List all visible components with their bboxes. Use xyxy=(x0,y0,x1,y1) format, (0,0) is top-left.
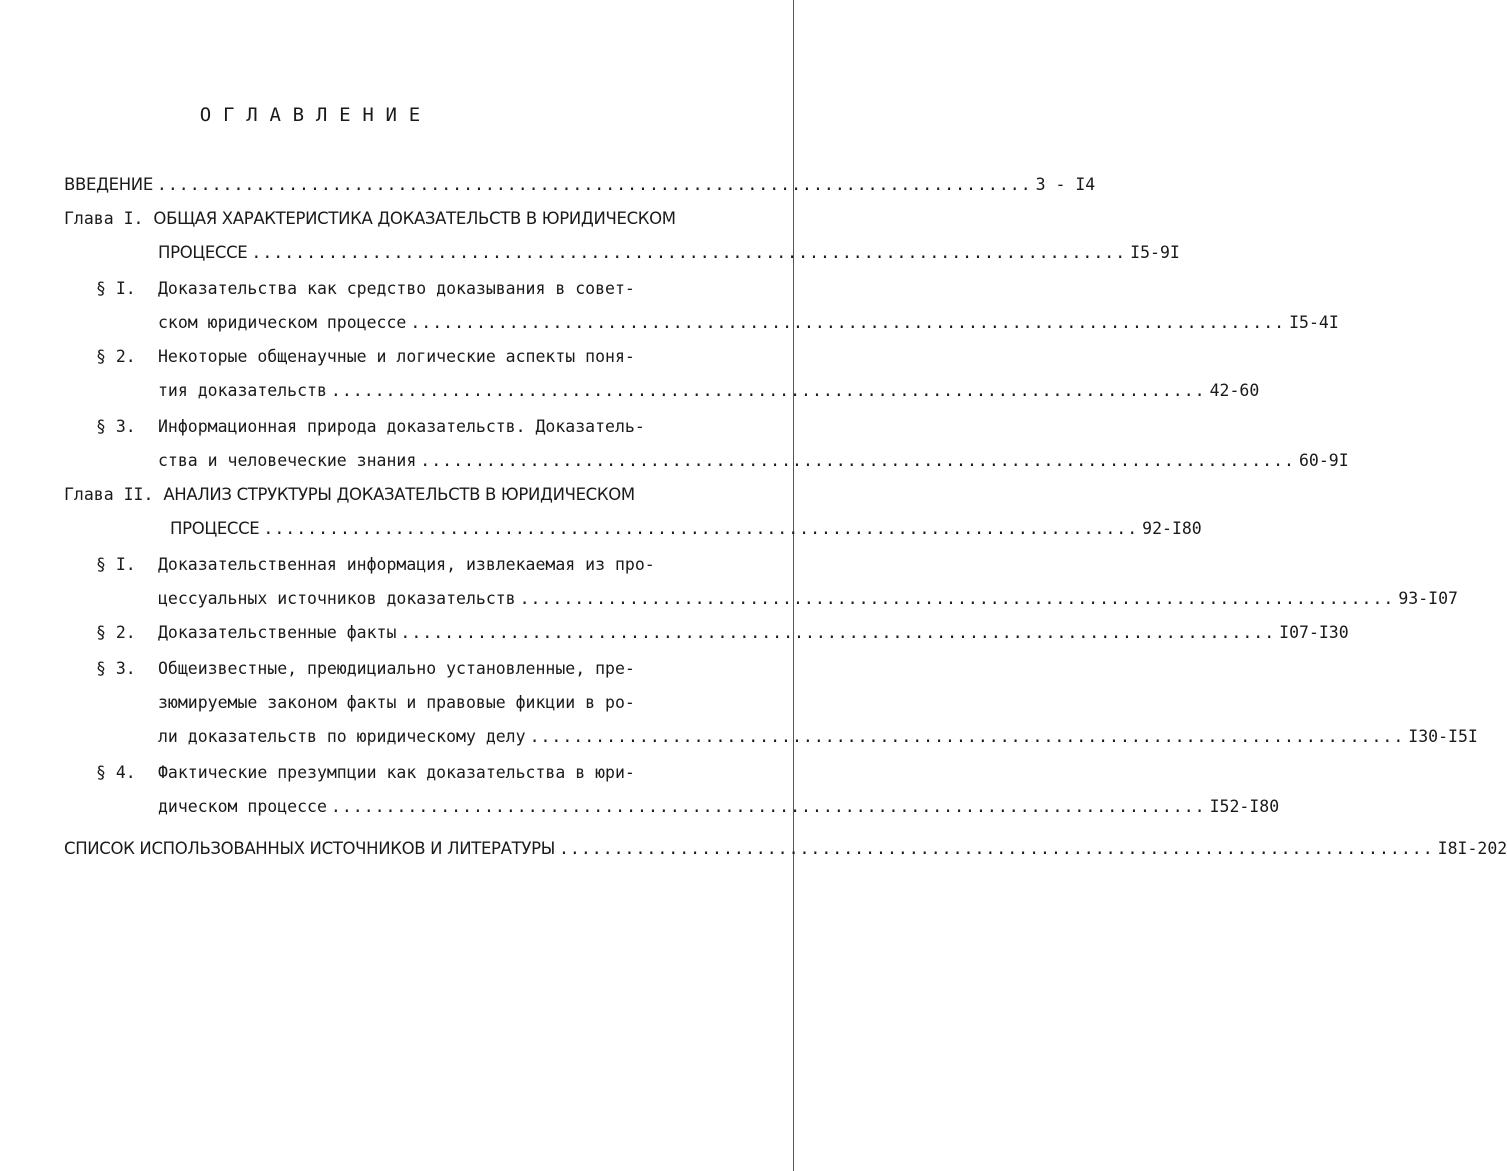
section-number: § 2. xyxy=(96,347,136,366)
toc-pages: 3 - I4 xyxy=(1035,175,1096,194)
toc-leader: ................................................................................ xyxy=(410,313,1286,332)
toc-leader: ................................................................................ xyxy=(330,797,1206,816)
chapter-prefix: Глава II. xyxy=(64,485,154,504)
toc-leader: ................................................................................ xyxy=(420,451,1295,470)
toc-section-2-2 xyxy=(158,622,1349,644)
section-number: § 2. xyxy=(96,623,136,642)
toc-pages: 42-60 xyxy=(1209,381,1260,400)
section-title-cont: ства и человеческие знания xyxy=(158,451,417,470)
section-number: § 3. xyxy=(96,417,136,436)
toc-label: СПИСОК ИСПОЛЬЗОВАННЫХ ИСТОЧНИКОВ И ЛИТЕРАТУРЫ xyxy=(64,839,555,858)
toc-chapter-1-continuation xyxy=(158,242,1180,264)
toc-leader: ................................................................................ xyxy=(519,589,1395,608)
toc-chapter-2-heading xyxy=(64,484,635,506)
toc-section-2-1 xyxy=(158,588,1458,610)
section-title: Информационная природа доказательств. Доказатель- xyxy=(158,417,645,436)
toc-leader: ................................................................................ xyxy=(529,727,1405,746)
toc-section-2-4 xyxy=(158,796,1280,818)
section-title-cont: дическом процессе xyxy=(158,797,327,816)
chapter-prefix: Глава I. xyxy=(64,209,144,228)
section-number: § I. xyxy=(96,555,136,574)
toc-leader: ................................................................................ xyxy=(330,381,1206,400)
section-title-cont: ском юридическом процессе xyxy=(158,313,407,332)
section-title: Доказательственная информация, извлекаемая из про- xyxy=(158,555,655,574)
section-title-cont: тия доказательств xyxy=(158,381,327,400)
section-title: Доказательства как средство доказывания в совет- xyxy=(158,279,635,298)
toc-leader: ................................................................................ xyxy=(263,519,1139,538)
section-number: § I. xyxy=(96,279,136,298)
toc-pages: I30-I5I xyxy=(1408,727,1478,746)
section-number: § 3. xyxy=(96,659,136,678)
chapter-title-cont: ПРОЦЕССЕ xyxy=(170,519,260,538)
toc-pages: 60-9I xyxy=(1299,451,1349,470)
toc-label: ВВЕДЕНИЕ xyxy=(64,175,153,194)
toc-pages: 92-I80 xyxy=(1142,519,1202,538)
toc-pages: I07-I30 xyxy=(1279,623,1349,642)
chapter-title: ОБЩАЯ ХАРАКТЕРИСТИКА ДОКАЗАТЕЛЬСТВ В ЮРИДИЧЕСКОМ xyxy=(153,209,676,228)
toc-entry-intro xyxy=(64,174,1096,196)
toc-section-1-2 xyxy=(158,380,1260,402)
toc-pages: I8I-202 xyxy=(1437,839,1507,858)
toc-chapter-1-heading xyxy=(64,208,676,230)
section-title: Некоторые общенаучные и логические аспекты поня- xyxy=(158,347,635,366)
toc-section-1-3 xyxy=(158,450,1349,472)
toc-leader: ................................................................................ xyxy=(558,839,1434,858)
toc-section-1-1 xyxy=(158,312,1339,334)
chapter-title-cont: ПРОЦЕССЕ xyxy=(158,243,248,262)
toc-pages: I52-I80 xyxy=(1209,797,1280,816)
page-title: ОГЛАВЛЕНИЕ xyxy=(199,104,432,126)
section-title-cont: зюмируемые законом факты и правовые фикции в ро- xyxy=(158,693,635,712)
toc-entry-sources xyxy=(64,838,1507,860)
toc-pages: I5-4I xyxy=(1289,313,1339,332)
section-title-cont: цессуальных источников доказательств xyxy=(158,589,516,608)
section-title: Доказательственные факты xyxy=(158,623,397,642)
section-title-cont: ли доказательств по юридическому делу xyxy=(158,727,526,746)
toc-leader: ................................................................................ xyxy=(156,175,1032,194)
toc-pages: I5-9I xyxy=(1130,243,1180,262)
section-title: Общеизвестные, преюдициально установленные, пре- xyxy=(158,659,635,678)
section-title: Фактические презумпции как доказательства в юри- xyxy=(158,763,635,782)
toc-leader: ................................................................................ xyxy=(251,243,1127,262)
toc-leader: ................................................................................ xyxy=(400,623,1276,642)
section-number: § 4. xyxy=(96,763,136,782)
chapter-title: АНАЛИЗ СТРУКТУРЫ ДОКАЗАТЕЛЬСТВ В ЮРИДИЧЕСКОМ xyxy=(163,485,635,504)
toc-pages: 93-I07 xyxy=(1398,589,1458,608)
toc-section-2-3 xyxy=(158,726,1478,748)
toc-chapter-2-continuation xyxy=(170,518,1202,540)
